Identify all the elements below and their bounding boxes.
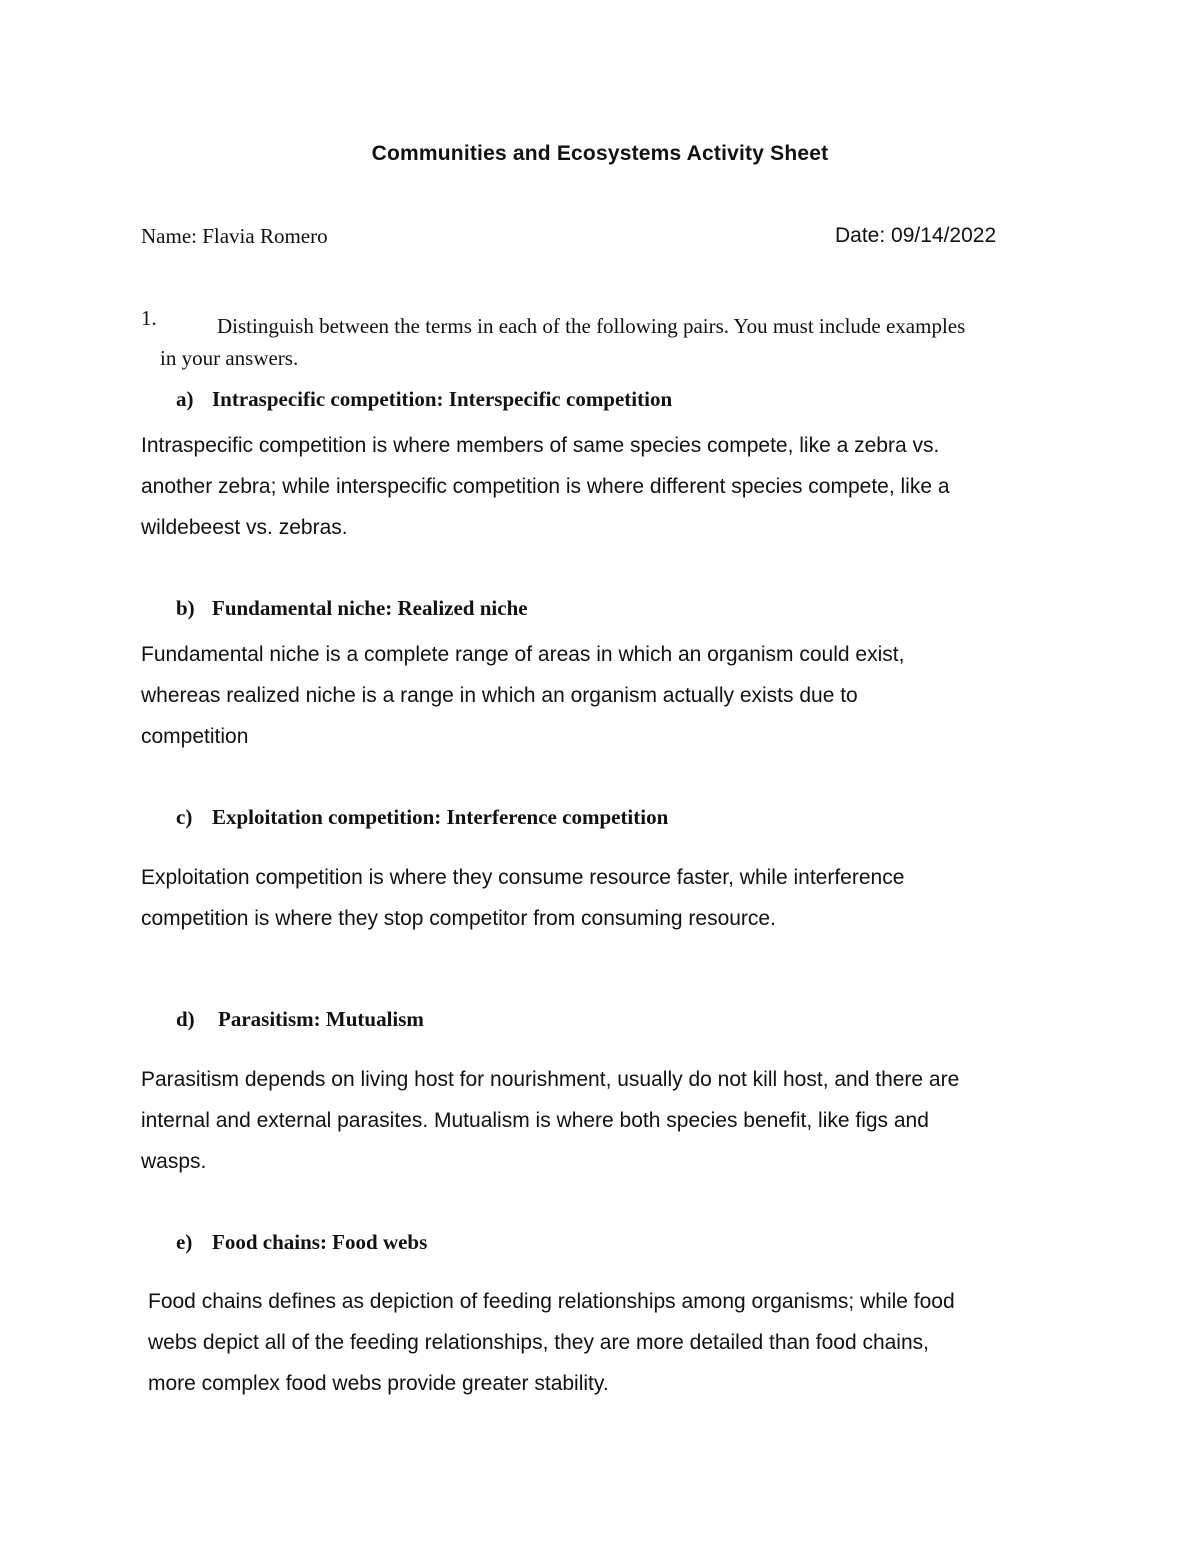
part-e-answer <box>148 1281 1078 1404</box>
page-title: Communities and Ecosystems Activity Sheet <box>371 142 829 165</box>
question-text-line-2: in your answers. <box>160 346 299 370</box>
part-a-title: Intraspecific competition: Interspecific competition <box>212 387 673 411</box>
part-c-answer <box>141 857 1071 939</box>
date-field: Date: 09/14/2022 <box>835 224 997 247</box>
part-b-title: Fundamental niche: Realized niche <box>212 596 528 620</box>
part-d-answer <box>141 1059 1071 1182</box>
answer-line: competition <box>141 725 249 748</box>
part-d-heading <box>176 1007 424 1032</box>
part-a-letter: a) <box>176 387 194 411</box>
answer-line: Fundamental niche is a complete range of areas in which an organism could exist, <box>141 643 905 666</box>
answer-line: wasps. <box>141 1150 207 1173</box>
answer-line: Parasitism depends on living host for nourishment, usually do not kill host, and there are <box>141 1068 960 1091</box>
part-e-heading <box>176 1230 427 1255</box>
answer-line: whereas realized niche is a range in which an organism actually exists due to <box>141 684 858 707</box>
answer-line: webs depict all of the feeding relationships, they are more detailed than food chains, <box>148 1331 929 1354</box>
part-c-title: Exploitation competition: Interference competition <box>212 805 669 829</box>
answer-line: Intraspecific competition is where members of same species compete, like a zebra vs. <box>141 434 940 457</box>
part-b-heading <box>176 596 528 621</box>
part-d-letter: d) <box>176 1007 195 1031</box>
part-a-heading <box>176 387 672 412</box>
part-e-title: Food chains: Food webs <box>212 1230 428 1254</box>
part-d-title: Parasitism: Mutualism <box>218 1007 424 1031</box>
answer-line: internal and external parasites. Mutualism is where both species benefit, like figs and <box>141 1109 929 1132</box>
question-text-line-1: Distinguish between the terms in each of the following pairs. You must include examples <box>217 314 966 338</box>
student-name: Name: Flavia Romero <box>141 224 328 248</box>
part-c-heading <box>176 805 668 830</box>
part-a-answer <box>141 425 1071 548</box>
answer-line: another zebra; while interspecific competition is where different species compete, like a <box>141 475 950 498</box>
answer-line: Food chains defines as depiction of feeding relationships among organisms; while food <box>148 1290 955 1313</box>
part-c-letter: c) <box>176 805 193 829</box>
answer-line: wildebeest vs. zebras. <box>141 516 348 539</box>
part-b-letter: b) <box>176 596 195 620</box>
answer-line: Exploitation competition is where they consume resource faster, while interference <box>141 866 905 889</box>
answer-line: competition is where they stop competitor from consuming resource. <box>141 907 776 930</box>
answer-line: more complex food webs provide greater stability. <box>148 1372 609 1395</box>
question-number: 1. <box>141 306 157 330</box>
part-e-letter: e) <box>176 1230 193 1254</box>
part-b-answer <box>141 634 1071 757</box>
